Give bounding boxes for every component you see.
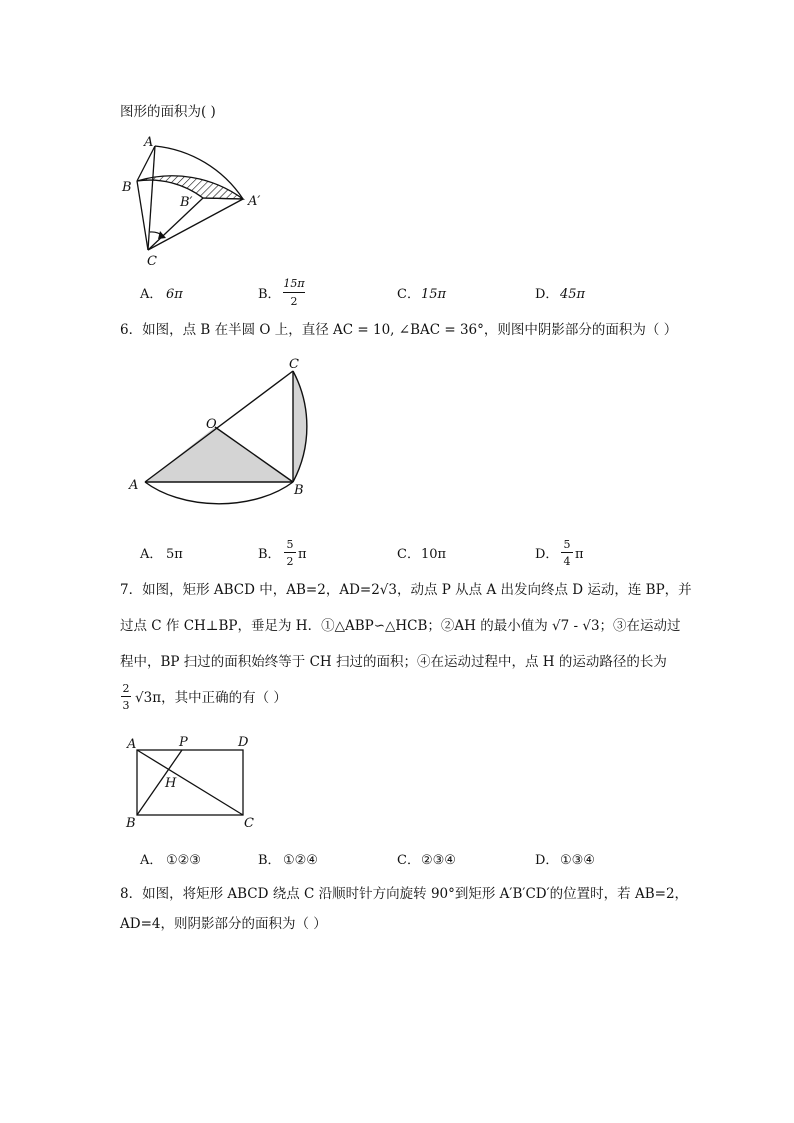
q6-label-C: C <box>289 357 299 372</box>
q7-option-c-letter: C． <box>397 853 420 868</box>
q8-line1: 8．如图，将矩形 ABCD 绕点 C 沿顺时针方向旋转 90°到矩形 A′B′CD′的位置时，若 AB=2， <box>120 886 689 902</box>
q6-option-d-tail: π <box>575 547 584 562</box>
q5-option-a-value: 6π <box>166 287 183 302</box>
q7-line4-tail: √3π，其中正确的有（ ） <box>135 690 287 706</box>
q7-label-H: H <box>165 776 177 791</box>
q5-stem-tail: 图形的面积为( ) <box>120 104 216 120</box>
q6-option-d-num: 5 <box>563 538 571 551</box>
q7-option-a-value: ①②③ <box>166 853 201 868</box>
q6-option-b-tail: π <box>298 547 307 562</box>
q7-option-c-value: ②③④ <box>421 853 456 868</box>
q6-option-b-letter: B． <box>258 547 281 562</box>
q6-stem: 6．如图，点 B 在半圆 O 上，直径 AC = 10, ∠BAC = 36°，则图中阴影部分的面积为（ ） <box>120 322 678 338</box>
q5-option-a-letter: A． <box>140 287 163 302</box>
q7-label-C: C <box>244 816 254 831</box>
q7-option-a-letter: A． <box>140 853 163 868</box>
q5-label-A-prime: A′ <box>248 194 261 209</box>
q6-option-a-value: 5π <box>166 547 183 562</box>
q7-option-d-letter: D． <box>535 853 559 868</box>
q7-label-P: P <box>179 735 188 750</box>
q5-label-C: C <box>147 254 157 269</box>
q5-option-d-value: 45π <box>560 287 586 302</box>
q7-label-D: D <box>238 735 249 750</box>
q7-option-b-letter: B． <box>258 853 281 868</box>
q7-line3: 程中，BP 扫过的面积始终等于 CH 扫过的面积；④在运动过程中，点 H 的运动路径的长为 <box>120 654 667 670</box>
q7-option-d-value: ①③④ <box>560 853 595 868</box>
q5-option-d-letter: D． <box>535 287 559 302</box>
q6-label-A: A <box>129 478 139 493</box>
q5-option-b-den: 2 <box>290 295 298 308</box>
q6-label-O: O <box>206 417 217 432</box>
q7-label-A: A <box>127 737 137 752</box>
q6-option-c-letter: C． <box>397 547 420 562</box>
q5-label-B-prime: B′ <box>180 195 193 210</box>
q5-label-B: B <box>122 180 132 195</box>
q6-option-a-letter: A． <box>140 547 163 562</box>
q5-label-A: A <box>144 135 154 150</box>
q6-option-c-value: 10π <box>421 547 447 562</box>
q7-line4-den: 3 <box>122 699 130 712</box>
q6-option-d-den: 4 <box>563 555 571 568</box>
q5-option-b-num: 15π <box>283 277 305 290</box>
q7-line2: 过点 C 作 CH⊥BP，垂足为 H．①△ABP∽△HCB；②AH 的最小值为 √7 - √3；③在运动过 <box>120 618 681 634</box>
q7-line1: 7．如图，矩形 ABCD 中，AB=2，AD=2√3，动点 P 从点 A 出发向终点 D 运动，连 BP，并 <box>120 582 692 598</box>
q5-option-b-letter: B． <box>258 287 281 302</box>
q6-option-b-den: 2 <box>286 555 294 568</box>
q7-label-B: B <box>126 816 136 831</box>
q6-label-B: B <box>294 483 304 498</box>
q6-option-b-num: 5 <box>286 538 294 551</box>
q6-option-d-letter: D． <box>535 547 559 562</box>
q5-option-c-value: 15π <box>421 287 447 302</box>
q7-option-b-value: ①②④ <box>283 853 318 868</box>
q8-line2: AD=4，则阴影部分的面积为（ ） <box>120 916 327 932</box>
q5-option-c-letter: C． <box>397 287 420 302</box>
q7-line4-num: 2 <box>122 682 130 695</box>
